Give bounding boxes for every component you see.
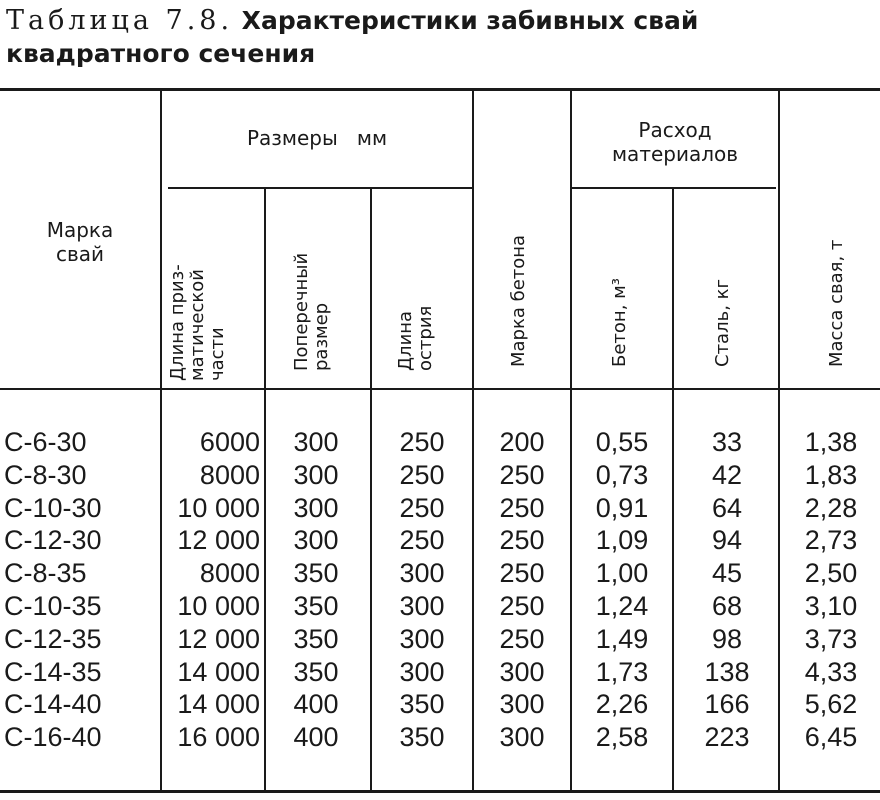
row-length: 16 000: [177, 722, 260, 753]
row-concrete-grade: 200: [499, 427, 545, 457]
row-mark: С-8-35: [4, 558, 87, 589]
table-top-rule: [0, 88, 880, 91]
row-tip-length: 250: [399, 427, 445, 457]
row-concrete-grade: 250: [499, 459, 545, 490]
row-mark: С-10-30: [4, 492, 102, 523]
materials-group-rule: [572, 187, 776, 189]
row-cross-size: 400: [293, 689, 339, 720]
header-steel: Сталь, кг: [712, 279, 733, 367]
row-mass: 5,62: [804, 689, 858, 720]
row-concrete-grade: 250: [499, 525, 545, 556]
row-tip-length: 350: [399, 689, 445, 720]
row-cross-size: 300: [293, 459, 339, 490]
header-concrete-grade: Марка бетона: [508, 234, 529, 367]
row-concrete-grade: 250: [499, 591, 545, 621]
row-mark: С-10-35: [4, 591, 102, 621]
row-tip-length: 250: [399, 492, 445, 523]
table-row: [0, 623, 880, 656]
header-prism-length: Длина приз- матической части: [167, 264, 228, 381]
row-concrete-grade: 250: [499, 558, 545, 589]
row-steel: 94: [711, 525, 743, 556]
table-bottom-rule: [0, 790, 880, 793]
row-cross-size: 350: [293, 591, 339, 621]
row-cross-size: 350: [293, 656, 339, 687]
row-mark: С-12-35: [4, 623, 102, 654]
row-steel: 64: [711, 492, 743, 523]
row-mark: С-12-30: [4, 525, 102, 556]
row-cross-size: 300: [293, 492, 339, 523]
sizes-group-rule: [168, 187, 472, 189]
header-materials-group: Расход материалов: [611, 118, 739, 166]
row-concrete-volume: 1,49: [595, 623, 649, 654]
row-mass: 1,38: [804, 427, 858, 457]
row-tip-length: 300: [399, 558, 445, 589]
caption-title-line2: квадратного сечения: [6, 39, 316, 68]
row-concrete-grade: 300: [499, 722, 545, 753]
row-cross-size: 350: [293, 558, 339, 589]
table-row: [0, 721, 880, 754]
row-concrete-volume: 1,00: [595, 558, 649, 589]
row-steel: 166: [704, 689, 750, 720]
row-length: 14 000: [177, 689, 260, 720]
row-tip-length: 300: [399, 656, 445, 687]
table-row: [0, 656, 880, 689]
row-steel: 68: [711, 591, 743, 621]
row-concrete-volume: 2,26: [595, 689, 649, 720]
row-mark: С-14-40: [4, 689, 102, 720]
header-pile-mass: Масса свая, т: [826, 239, 847, 367]
row-tip-length: 300: [399, 591, 445, 621]
row-mass: 2,28: [804, 492, 858, 523]
header-tip-length: Длина острия: [395, 305, 436, 371]
table-row: [0, 557, 880, 590]
row-concrete-grade: 300: [499, 689, 545, 720]
row-mass: 1,83: [804, 459, 858, 490]
row-steel: 98: [711, 623, 743, 654]
table-row: [0, 492, 880, 525]
row-length: 10 000: [177, 591, 260, 621]
table-row: [0, 688, 880, 721]
row-length: 6000: [199, 427, 260, 457]
row-concrete-volume: 0,55: [595, 427, 649, 457]
row-length: 12 000: [177, 525, 260, 556]
row-concrete-volume: 1,73: [595, 656, 649, 687]
row-concrete-volume: 0,73: [595, 459, 649, 490]
row-mass: 2,50: [804, 558, 858, 589]
row-tip-length: 250: [399, 525, 445, 556]
header-bottom-rule: [0, 388, 880, 390]
row-concrete-grade: 250: [499, 623, 545, 654]
row-mass: 2,73: [804, 525, 858, 556]
row-mass: 3,10: [804, 591, 858, 621]
row-cross-size: 300: [293, 525, 339, 556]
table-caption: [6, 4, 866, 70]
row-mass: 4,33: [804, 656, 858, 687]
row-mark: С-16-40: [4, 722, 102, 753]
row-mass: 3,73: [804, 623, 858, 654]
header-mark: Марка свай: [46, 218, 114, 266]
row-mark: С-8-30: [4, 459, 87, 490]
row-tip-length: 300: [399, 623, 445, 654]
table-row: [0, 524, 880, 557]
row-steel: 45: [711, 558, 743, 589]
row-length: 8000: [199, 558, 260, 589]
row-concrete-grade: 250: [499, 492, 545, 523]
row-steel: 42: [711, 459, 743, 490]
row-cross-size: 350: [293, 623, 339, 654]
table-row: [0, 459, 880, 492]
row-mark: С-14-35: [4, 656, 102, 687]
row-length: 12 000: [177, 623, 260, 654]
row-cross-size: 400: [293, 722, 339, 753]
header-cross-size: Поперечный размер: [291, 252, 332, 371]
table-row: [0, 590, 880, 623]
row-length: 10 000: [177, 492, 260, 523]
row-steel: 33: [711, 427, 743, 457]
table-row: [0, 426, 880, 459]
row-cross-size: 300: [293, 427, 339, 457]
row-tip-length: 350: [399, 722, 445, 753]
row-concrete-volume: 1,24: [595, 591, 649, 621]
header-concrete-volume: Бетон, м³: [609, 278, 630, 367]
caption-number: Таблица 7.8.: [6, 5, 234, 36]
row-length: 14 000: [177, 656, 260, 687]
caption-title: Характеристики забивных свай: [241, 6, 699, 35]
row-concrete-volume: 2,58: [595, 722, 649, 753]
row-mark: С-6-30: [4, 427, 87, 457]
row-concrete-grade: 300: [499, 656, 545, 687]
header-sizes-group: Размеры мм: [246, 126, 388, 150]
row-steel: 138: [704, 656, 750, 687]
row-tip-length: 250: [399, 459, 445, 490]
row-steel: 223: [704, 722, 750, 753]
row-mass: 6,45: [804, 722, 858, 753]
row-length: 8000: [199, 459, 260, 490]
row-concrete-volume: 1,09: [595, 525, 649, 556]
row-concrete-volume: 0,91: [595, 492, 649, 523]
